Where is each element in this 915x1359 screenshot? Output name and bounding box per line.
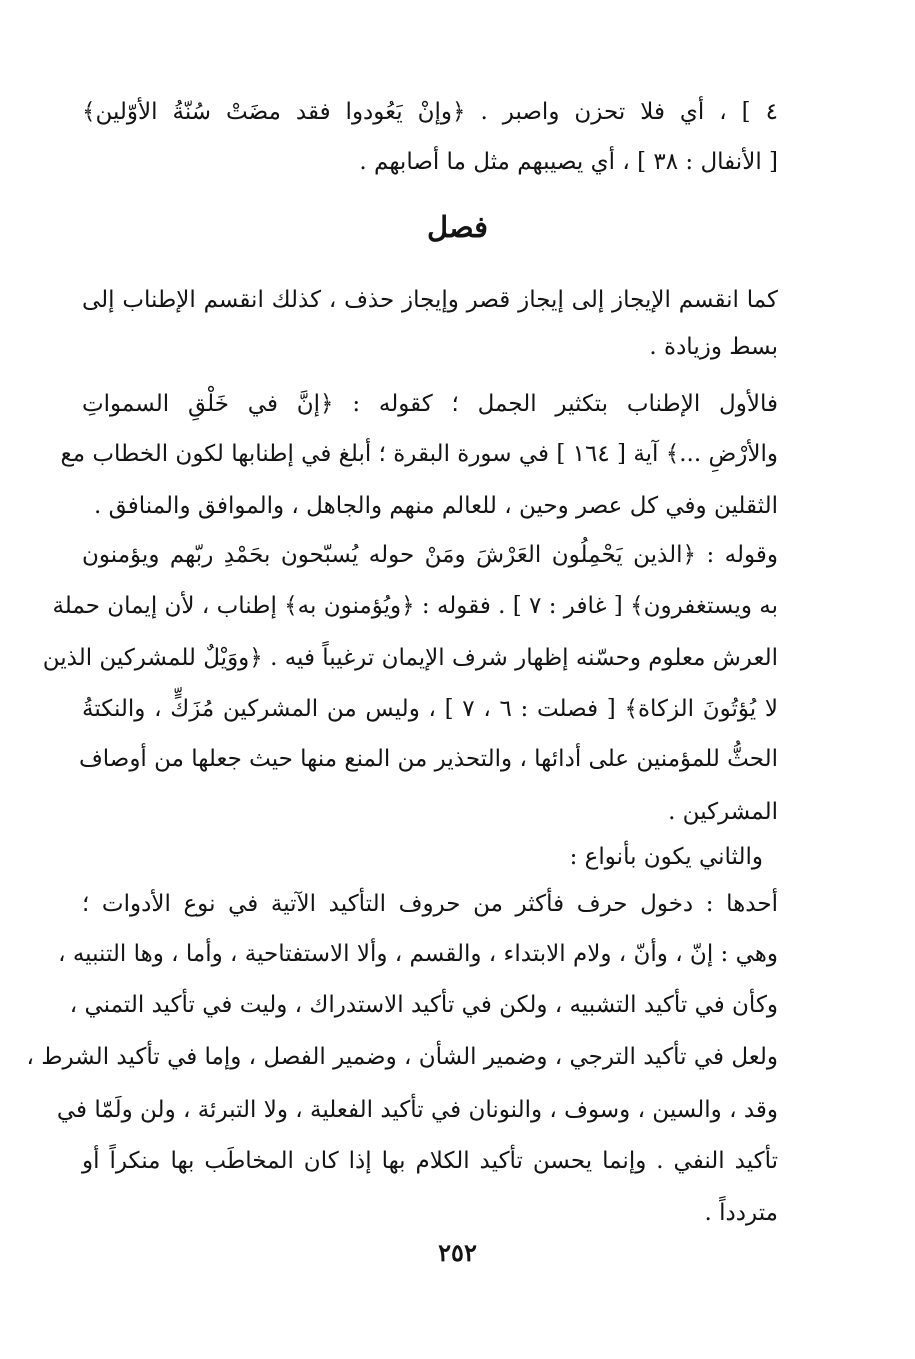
text-line: وهي : إنّ ، وأنّ ، ولام الابتداء ، والقسم ، وألا الاستفتاحية ، وأما ، وها التنبيه ،: [58, 941, 778, 967]
text-line: والثاني يكون بأنواع :: [569, 844, 763, 870]
text-line: الحثُّ للمؤمنين على أدائها ، والتحذير من المنع منها حيث جعلها من أوصاف: [78, 746, 778, 772]
text-line: [ الأنفال : ٣٨ ] ، أي يصيبهم مثل ما أصابهم .: [359, 149, 778, 175]
text-line: العرش معلوم وحسّنه إظهار شرف الإيمان ترغيباً فيه . ﴿ووَيْلٌ للمشركين الذين: [42, 645, 778, 671]
text-line: أحدها : دخول حرف فأكثر من حروف التأكيد الآتية في نوع الأدوات ؛: [82, 891, 778, 917]
text-line: وقوله : ﴿الذين يَحْمِلُون العَرْشَ ومَنْ حوله يُسبّحون بحَمْدِ ربّهم ويؤمنون: [82, 542, 778, 568]
section-heading: فصل: [427, 210, 488, 244]
text-line: به ويستغفرون﴾ [ غافر : ٧ ] . فقوله : ﴿ويُؤمنون به﴾ إطناب ، لأن إيمان حملة: [52, 593, 778, 619]
text-line: كما انقسم الإيجاز إلى إيجاز قصر وإيجاز حذف ، كذلك انقسم الإطناب إلى: [82, 287, 778, 313]
page-number: ٢٥٢: [438, 1238, 477, 1267]
text-line: والأرْضِ ...﴾ آية [ ١٦٤ ] في سورة البقرة ؛ أبلغ في إطنابها لكون الخطاب مع: [60, 441, 778, 467]
text-line: الثقلين وفي كل عصر وحين ، للعالم منهم والجاهل ، والموافق والمنافق .: [94, 493, 778, 519]
text-line: بسط وزيادة .: [649, 334, 778, 360]
text-line: فالأول الإطناب بتكثير الجمل ؛ كقوله : ﴿إنَّ في خَلْقِ السمواتِ: [82, 391, 778, 417]
text-line: المشركين .: [668, 799, 778, 825]
text-line: ٤ ] ، أي فلا تحزن واصبر . ﴿وإنْ يَعُودوا فقد مضَتْ سُنّةُ الأوّلين﴾: [82, 99, 778, 125]
text-line: وقد ، والسين ، وسوف ، والنونان في تأكيد الفعلية ، ولا التبرئة ، ولن ولَمّا في: [56, 1097, 778, 1123]
text-line: تأكيد النفي . وإنما يحسن تأكيد الكلام بها إذا كان المخاطَب بها منكراً أو: [82, 1148, 778, 1174]
text-line: ولعل في تأكيد الترجي ، وضمير الشأن ، وضمير الفصل ، وإما في تأكيد الشرط ،: [26, 1044, 778, 1070]
text-line: متردداً .: [704, 1200, 778, 1226]
text-line: لا يُؤتُونَ الزكاة﴾ [ فصلت : ٦ ، ٧ ] ، وليس من المشركين مُزَكٍّ ، والنكتةُ: [82, 696, 779, 722]
text-line: وكأن في تأكيد التشبيه ، ولكن في تأكيد الاستدراك ، وليت في تأكيد التمني ،: [69, 992, 778, 1018]
